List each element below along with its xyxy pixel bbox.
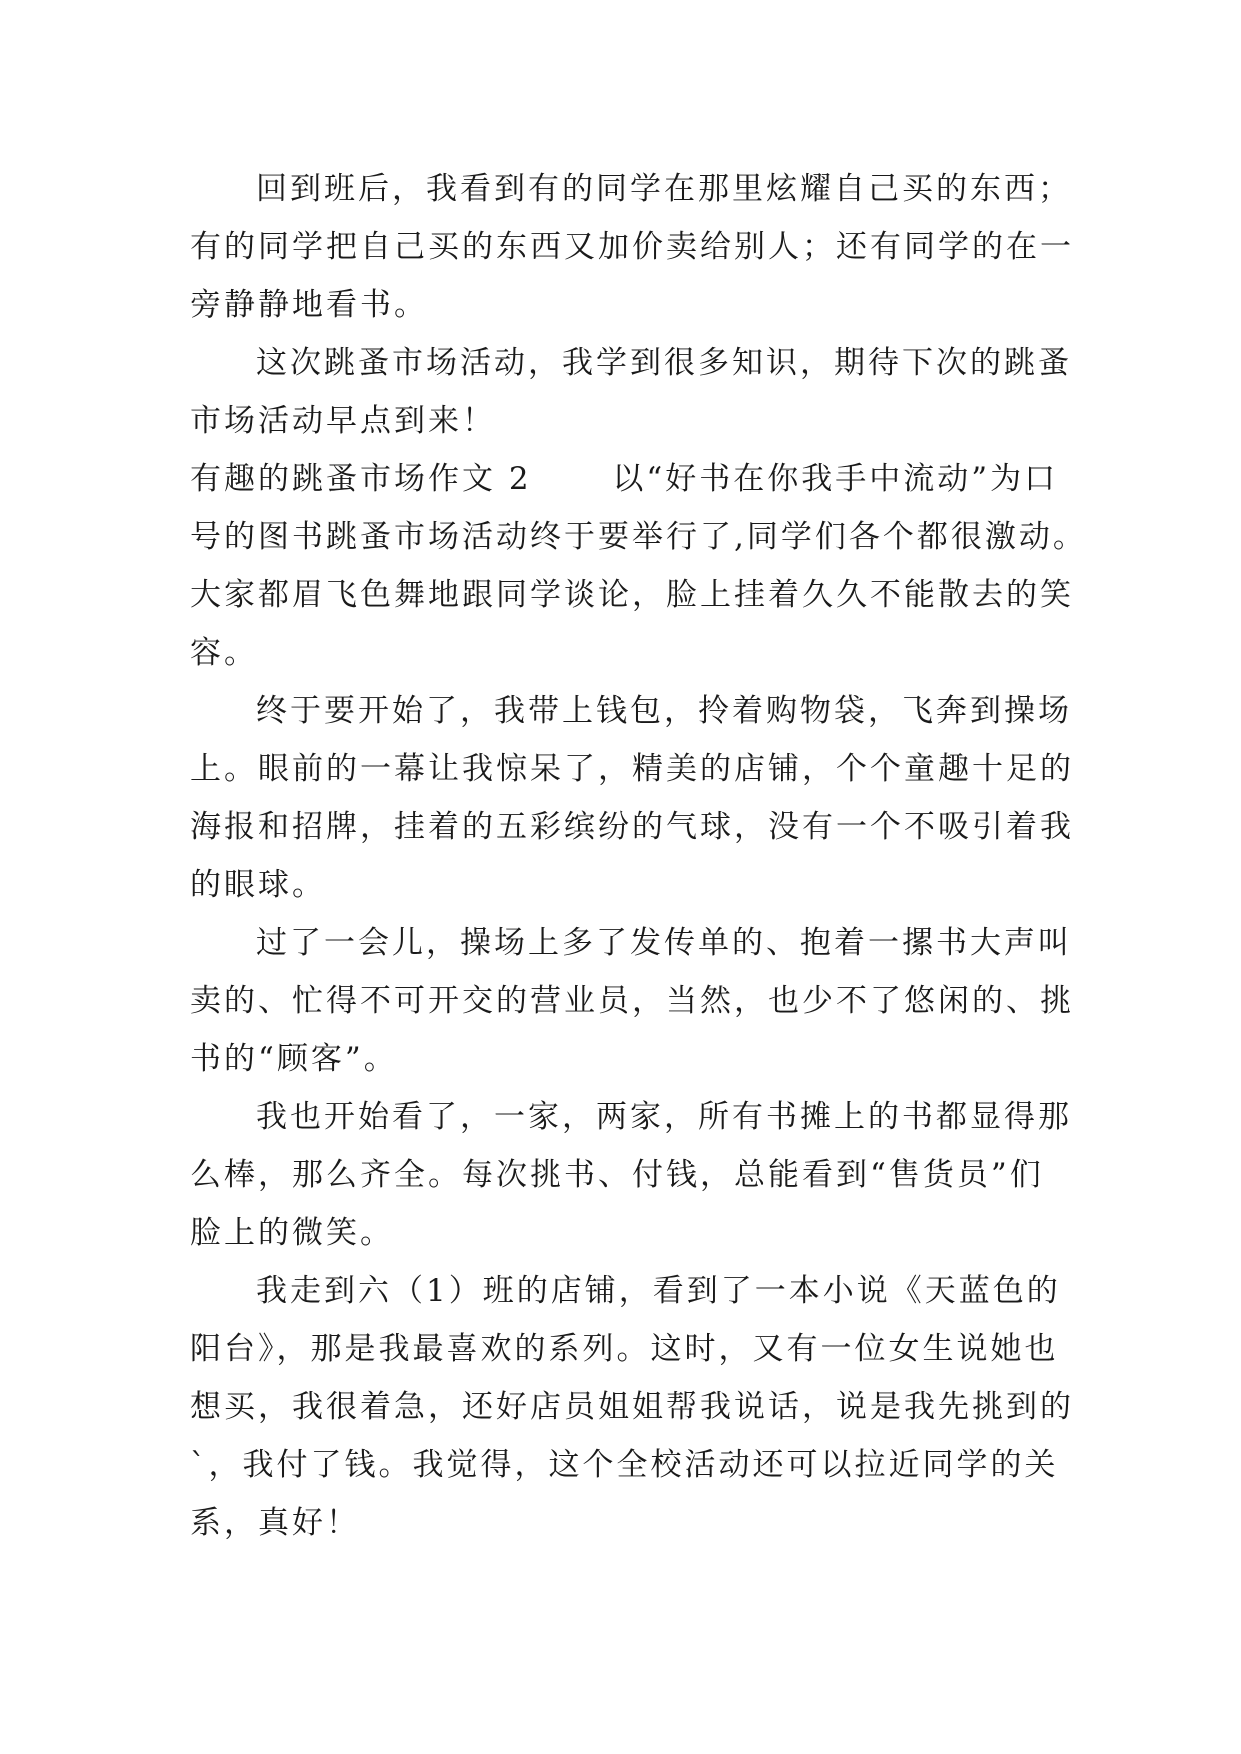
text-line: 这次跳蚤市场活动，我学到很多知识，期待下次的跳蚤 (256, 345, 1072, 381)
text-line: 号的图书跳蚤市场活动终于要举行了,同学们各个都很激动。 (190, 519, 1087, 555)
text-line: 容。 (190, 635, 258, 671)
text-line: 书的“顾客”。 (190, 1041, 398, 1077)
text-line: 想买，我很着急，还好店员姐姐帮我说话，说是我先挑到的 (190, 1389, 1074, 1425)
text-line: 海报和招牌，挂着的五彩缤纷的气球，没有一个不吸引着我 (190, 809, 1074, 845)
text-line: 卖的、忙得不可开交的营业员，当然，也少不了悠闲的、挑 (190, 983, 1074, 1019)
text-line: 上。眼前的一幕让我惊呆了，精美的店铺，个个童趣十足的 (190, 751, 1074, 787)
text-line: 我也开始看了，一家，两家，所有书摊上的书都显得那 (256, 1099, 1072, 1135)
text-line: 么棒，那么齐全。每次挑书、付钱，总能看到“售货员”们 (190, 1157, 1044, 1193)
text-line: 过了一会儿，操场上多了发传单的、抱着一摞书大声叫 (256, 925, 1072, 961)
text-line: 市场活动早点到来！ (190, 403, 496, 439)
essay-title-line: 有趣的跳蚤市场作文 2 以“好书在你我手中流动”为口 (190, 461, 1059, 497)
text-line: 回到班后，我看到有的同学在那里炫耀自己买的东西； (256, 171, 1072, 207)
text-line: 系，真好！ (190, 1505, 360, 1541)
text-line: 大家都眉飞色舞地跟同学谈论，脸上挂着久久不能散去的笑 (190, 577, 1074, 613)
text-line: `，我付了钱。我觉得，这个全校活动还可以拉近同学的关 (190, 1447, 1059, 1483)
document-body (190, 160, 1087, 1552)
text-line: 旁静静地看书。 (190, 287, 428, 323)
text-line: 阳台》，那是我最喜欢的系列。这时，又有一位女生说她也 (190, 1331, 1059, 1367)
text-line: 我走到六（1）班的店铺，看到了一本小说《天蓝色的 (256, 1273, 1061, 1309)
text-line: 脸上的微笑。 (190, 1215, 394, 1251)
text-line: 终于要开始了，我带上钱包，拎着购物袋，飞奔到操场 (256, 693, 1072, 729)
text-line: 的眼球。 (190, 867, 326, 903)
text-line: 有的同学把自己买的东西又加价卖给别人；还有同学的在一 (190, 229, 1074, 265)
